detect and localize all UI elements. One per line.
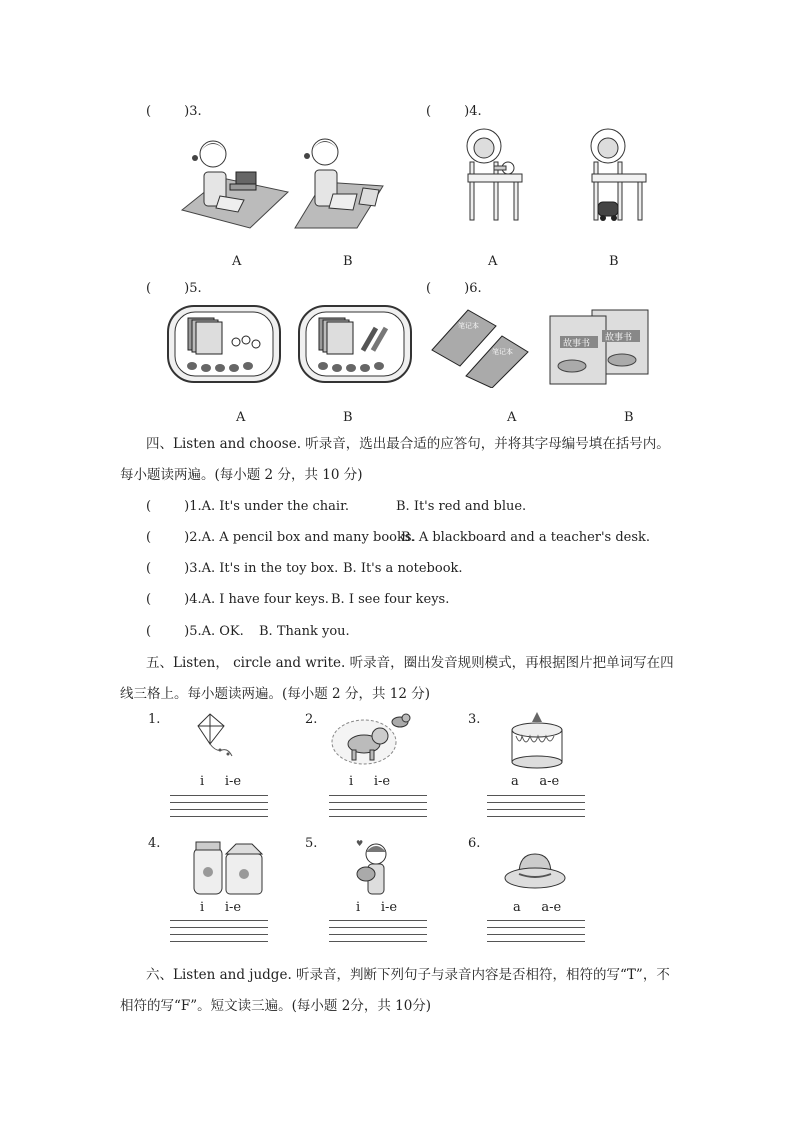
item-number: ( )2. <box>146 530 202 545</box>
p5-item-6-pattern: a a-e <box>513 900 562 915</box>
p5-item-6-number: 6. <box>468 836 481 851</box>
hat-icon <box>503 850 567 892</box>
notebook-label-1: 笔记本 <box>458 322 479 330</box>
p5-item-2-number: 2. <box>305 712 318 727</box>
p5-item-2-writing-lines[interactable] <box>329 795 427 823</box>
q3-option-a: A <box>232 254 242 269</box>
q4-option-a: A <box>488 254 498 269</box>
p5-item-1-pattern: i i-e <box>200 774 242 789</box>
part4-item-1 <box>146 499 349 514</box>
girl-with-stapler-icon <box>180 130 290 230</box>
p5-item-4-number: 4. <box>148 836 161 851</box>
item-number: ( )1. <box>146 499 202 514</box>
part4-item-1-b: B. It's red and blue. <box>396 499 527 514</box>
q6-option-b: B <box>624 410 634 425</box>
part4-item-4-b: B. I see four keys. <box>331 592 450 607</box>
option-a: A. OK. <box>201 624 244 639</box>
p5-item-1-writing-lines[interactable] <box>170 795 268 823</box>
part4-heading: 四、Listen and choose. 听录音，选出最合适的应答句，并将其字母编号填在括号内。每小题读两遍。(每小题 2 分，共 10 分) <box>120 436 670 483</box>
part5-heading: 五、Listen， circle and write. 听录音，圈出发音规则模式，再根据图片把单词写在四线三格上。每小题读两遍。(每小题 2 分，共 12 分) <box>120 655 674 702</box>
option-a: A. A pencil box and many books. <box>201 530 416 545</box>
part4-item-5-b: B. Thank you. <box>259 624 350 639</box>
p5-item-1-number: 1. <box>148 712 161 727</box>
p5-item-5-number: 5. <box>305 836 318 851</box>
notebooks-icon <box>430 306 530 388</box>
part4-item-3-b: B. It's a notebook. <box>343 561 463 576</box>
dogs-icon <box>330 710 412 768</box>
option-a: A. It's in the toy box. <box>201 561 339 576</box>
p5-item-4-writing-lines[interactable] <box>170 920 268 948</box>
part4-item-5 <box>146 624 244 639</box>
item-number: ( )5. <box>146 624 202 639</box>
part4-item-2-b: B. A blackboard and a teacher's desk. <box>401 530 651 545</box>
option-a: A. I have four keys. <box>201 592 329 607</box>
q5-option-b: B <box>343 410 353 425</box>
storybooks-icon <box>548 308 652 386</box>
jars-icon <box>190 838 266 898</box>
item-number: ( )3. <box>146 561 202 576</box>
q6-option-a: A <box>507 410 517 425</box>
p5-item-3-writing-lines[interactable] <box>487 795 585 823</box>
question-3-number: ( )3. <box>146 104 202 119</box>
storybook-label-2: 故事书 <box>605 333 633 343</box>
q3-option-b: B <box>343 254 353 269</box>
part4-item-3 <box>146 561 338 576</box>
girl-writing-icon <box>293 130 403 230</box>
p5-item-3-number: 3. <box>468 712 481 727</box>
notebook-label-2: 笔记本 <box>492 348 513 356</box>
q4-option-b: B <box>609 254 619 269</box>
p5-item-5-pattern: i i-e <box>356 900 398 915</box>
part4-item-2 <box>146 530 416 545</box>
q5-option-a: A <box>236 410 246 425</box>
question-5-number: ( )5. <box>146 281 202 296</box>
question-6-number: ( )6. <box>426 281 482 296</box>
part4-item-4 <box>146 592 329 607</box>
chair-with-key-icon <box>462 124 530 224</box>
cake-icon <box>506 710 568 770</box>
part6-heading: 六、Listen and judge. 听录音，判断下列句子与录音内容是否相符，相符的写“T”，不相符的写“F”。短文读三遍。(每小题 2分，共 10分) <box>120 967 670 1014</box>
p5-item-2-pattern: i i-e <box>349 774 391 789</box>
p5-item-5-writing-lines[interactable] <box>329 920 427 948</box>
item-number: ( )4. <box>146 592 202 607</box>
p5-item-4-pattern: i i-e <box>200 900 242 915</box>
kite-icon <box>196 712 244 764</box>
p5-item-6-writing-lines[interactable] <box>487 920 585 948</box>
pencil-case-keys-icon <box>166 302 284 384</box>
option-a: A. It's under the chair. <box>201 499 350 514</box>
chair-with-toy-car-icon <box>586 124 654 224</box>
pencil-case-pens-icon <box>297 302 415 384</box>
p5-item-3-pattern: a a-e <box>511 774 560 789</box>
svg-text:♥: ♥ <box>356 839 364 848</box>
girl-with-dog-icon <box>352 838 396 898</box>
storybook-label-1: 故事书 <box>563 339 591 349</box>
question-4-number: ( )4. <box>426 104 482 119</box>
